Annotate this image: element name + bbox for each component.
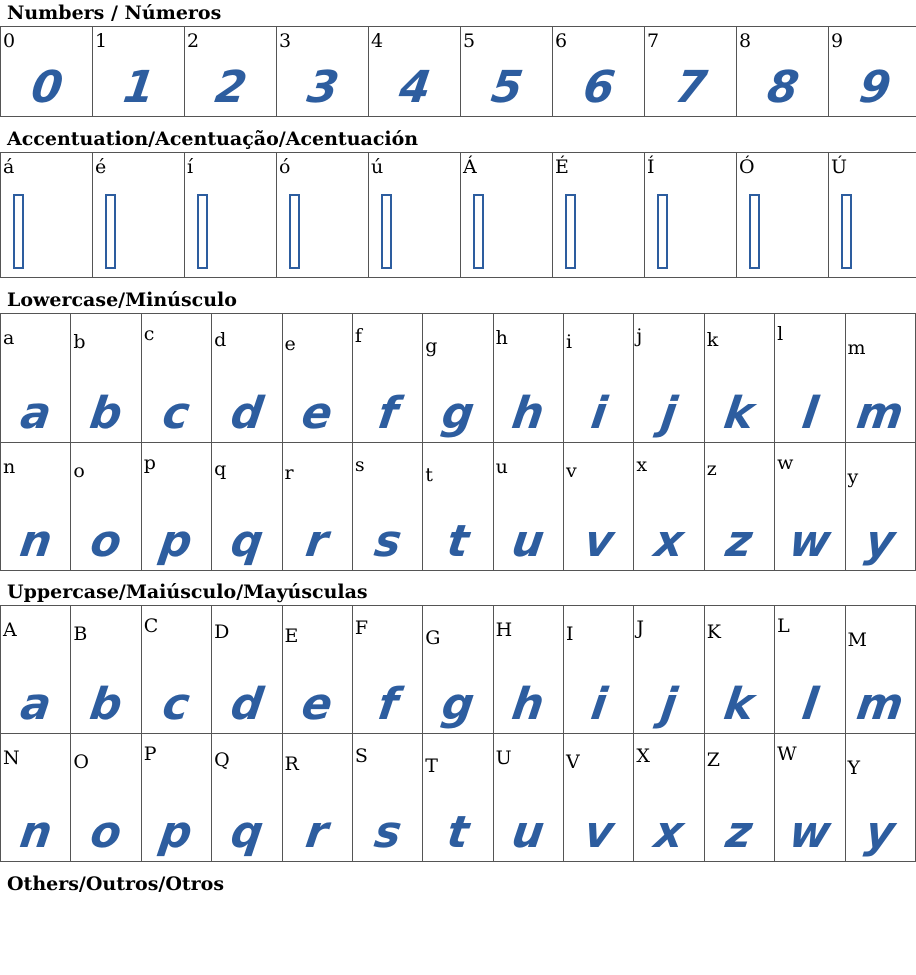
accents-row — [1, 153, 916, 278]
glyph-sample: l — [798, 387, 822, 439]
glyph-caption: 7 — [647, 30, 660, 52]
glyph-sample: g — [438, 387, 478, 439]
glyph-sample: q — [227, 807, 267, 858]
glyph-caption: M — [847, 629, 867, 651]
glyph-sample: 6 — [579, 62, 618, 113]
glyph-caption: l — [777, 323, 784, 345]
missing-glyph-box — [657, 194, 668, 269]
glyph-caption: á — [3, 156, 15, 178]
glyph-cell — [461, 153, 553, 278]
glyph-sample: p — [157, 807, 196, 858]
glyph-cell — [1, 153, 93, 278]
glyph-cell — [423, 442, 493, 571]
glyph-cell — [553, 27, 645, 117]
numbers-title: Numbers / Números — [7, 2, 222, 24]
glyph-sample: v — [580, 807, 617, 858]
glyph-cell — [1, 314, 71, 443]
glyph-sample: u — [509, 516, 548, 567]
glyph-cell — [775, 734, 845, 862]
uppercase-table — [0, 605, 916, 862]
glyph-caption: j — [636, 325, 643, 347]
glyph-sample: 8 — [763, 62, 802, 113]
glyph-caption: R — [284, 753, 299, 775]
glyph-cell — [423, 606, 493, 734]
glyph-cell — [212, 734, 282, 862]
glyph-sample: t — [443, 807, 473, 858]
glyph-caption: Ó — [739, 156, 755, 178]
glyph-sample: d — [227, 679, 267, 730]
glyph-sample: f — [374, 387, 401, 439]
missing-glyph-box — [105, 194, 116, 269]
glyph-sample: e — [298, 387, 336, 439]
glyph-cell — [704, 606, 774, 734]
glyph-caption: 4 — [371, 30, 384, 52]
glyph-cell — [1, 27, 93, 117]
glyph-sample: q — [227, 516, 267, 567]
glyph-caption: G — [425, 627, 441, 649]
glyph-caption: 3 — [279, 30, 292, 52]
glyph-sample: j — [658, 387, 681, 439]
glyph-cell — [493, 314, 563, 443]
glyph-caption: ú — [371, 156, 384, 178]
glyph-sample: b — [86, 679, 126, 730]
glyph-caption: d — [214, 329, 227, 351]
missing-glyph-box — [289, 194, 300, 269]
glyph-caption: Y — [847, 757, 861, 779]
glyph-sample: w — [785, 807, 834, 858]
missing-glyph-box — [841, 194, 852, 269]
glyph-cell — [212, 314, 282, 443]
glyph-sample: v — [580, 516, 617, 567]
glyph-caption: 1 — [95, 30, 108, 52]
glyph-cell — [71, 442, 141, 571]
glyph-sample: z — [723, 516, 756, 567]
glyph-sample: k — [721, 387, 758, 439]
glyph-cell — [704, 442, 774, 571]
glyph-sample: r — [302, 807, 332, 858]
glyph-cell — [141, 314, 211, 443]
others-title: Others/Outros/Otros — [7, 873, 225, 895]
glyph-cell — [704, 314, 774, 443]
glyph-sample: n — [16, 807, 56, 858]
glyph-sample: 9 — [855, 62, 894, 113]
glyph-cell — [185, 27, 277, 117]
glyph-cell — [645, 153, 737, 278]
glyph-sample: g — [438, 679, 478, 730]
glyph-caption: y — [847, 465, 859, 488]
glyph-cell — [493, 442, 563, 571]
glyph-cell — [737, 27, 829, 117]
glyph-cell — [634, 734, 704, 862]
glyph-sample: h — [509, 679, 548, 730]
numbers-row — [1, 27, 916, 117]
glyph-sample: d — [227, 387, 267, 439]
glyph-caption: 8 — [739, 30, 752, 52]
missing-glyph-box — [197, 194, 208, 269]
glyph-sample: c — [159, 387, 194, 439]
glyph-caption: r — [284, 461, 294, 484]
uppercase-row-1 — [1, 606, 916, 734]
numbers-table — [0, 26, 916, 117]
glyph-caption: 5 — [463, 30, 476, 52]
glyph-caption: C — [143, 615, 159, 637]
glyph-sample: h — [509, 387, 548, 439]
glyph-cell — [212, 606, 282, 734]
glyph-cell — [71, 734, 141, 862]
lowercase-row-2 — [1, 442, 916, 571]
glyph-sample: l — [798, 679, 822, 730]
glyph-caption: H — [495, 619, 513, 641]
missing-glyph-box — [381, 194, 392, 269]
glyph-cell — [423, 314, 493, 443]
glyph-caption: K — [706, 621, 721, 643]
glyph-caption: B — [73, 623, 88, 645]
glyph-caption: N — [3, 747, 20, 769]
glyph-caption: p — [143, 451, 156, 474]
glyph-cell — [829, 27, 916, 117]
glyph-sample: c — [159, 679, 194, 730]
glyph-caption: P — [143, 743, 157, 765]
glyph-caption: t — [425, 463, 433, 486]
glyph-caption: J — [636, 617, 644, 639]
glyph-sample: a — [17, 679, 55, 730]
glyph-cell — [352, 442, 422, 571]
glyph-cell — [553, 153, 645, 278]
glyph-cell — [564, 734, 634, 862]
glyph-caption: v — [566, 459, 577, 482]
glyph-sample: z — [723, 807, 756, 858]
glyph-caption: 9 — [831, 30, 844, 52]
glyph-caption: I — [566, 623, 574, 645]
glyph-cell — [141, 606, 211, 734]
glyph-caption: X — [636, 745, 650, 767]
uppercase-title: Uppercase/Maiúsculo/Mayúsculas — [7, 581, 368, 603]
glyph-sample: k — [721, 679, 758, 730]
glyph-cell — [212, 442, 282, 571]
glyph-caption: g — [425, 335, 438, 357]
glyph-sample: o — [87, 807, 125, 858]
glyph-cell — [352, 734, 422, 862]
glyph-caption: Ú — [831, 156, 848, 178]
glyph-caption: L — [777, 615, 790, 637]
glyph-sample: b — [86, 387, 126, 439]
glyph-caption: T — [425, 755, 438, 777]
glyph-caption: n — [3, 455, 16, 478]
glyph-sample: y — [862, 516, 899, 567]
glyph-sample: 4 — [395, 62, 434, 113]
glyph-caption: D — [214, 621, 230, 643]
glyph-cell — [829, 153, 916, 278]
missing-glyph-box — [565, 194, 576, 269]
glyph-cell — [845, 606, 916, 734]
glyph-caption: c — [143, 323, 155, 345]
glyph-cell — [564, 606, 634, 734]
glyph-caption: f — [354, 325, 362, 347]
glyph-sample: 5 — [487, 62, 526, 113]
glyph-sample: s — [370, 516, 405, 567]
glyph-caption: Q — [214, 749, 230, 771]
missing-glyph-box — [13, 194, 24, 269]
glyph-caption: É — [555, 156, 569, 178]
glyph-cell — [352, 606, 422, 734]
lowercase-title: Lowercase/Minúsculo — [7, 289, 237, 311]
lowercase-table — [0, 313, 916, 571]
glyph-sample: 3 — [303, 62, 342, 113]
glyph-caption: O — [73, 751, 89, 773]
glyph-cell — [845, 314, 916, 443]
glyph-sample: y — [862, 807, 899, 858]
glyph-caption: F — [354, 617, 369, 639]
glyph-sample: 2 — [211, 62, 250, 113]
glyph-cell — [185, 153, 277, 278]
glyph-cell — [277, 27, 369, 117]
glyph-caption: U — [495, 747, 512, 769]
glyph-caption: b — [73, 331, 86, 353]
glyph-cell — [564, 314, 634, 443]
glyph-cell — [141, 734, 211, 862]
glyph-sample: j — [658, 679, 681, 730]
glyph-cell — [737, 153, 829, 278]
glyph-caption: 2 — [187, 30, 200, 52]
glyph-sample: 0 — [27, 62, 66, 113]
glyph-cell — [282, 442, 352, 571]
glyph-sample: e — [298, 679, 336, 730]
glyph-caption: S — [354, 745, 368, 767]
glyph-caption: í — [187, 156, 194, 178]
glyph-sample: o — [87, 516, 125, 567]
glyph-cell — [71, 314, 141, 443]
glyph-sample: i — [587, 387, 610, 439]
glyph-caption: u — [495, 455, 508, 478]
glyph-cell — [775, 314, 845, 443]
glyph-cell — [282, 734, 352, 862]
glyph-cell — [1, 734, 71, 862]
glyph-cell — [1, 606, 71, 734]
glyph-caption: V — [566, 751, 580, 773]
glyph-caption: 0 — [3, 30, 16, 52]
glyph-cell — [282, 314, 352, 443]
glyph-cell — [845, 442, 916, 571]
glyph-caption: x — [636, 453, 648, 476]
glyph-caption: m — [847, 337, 866, 359]
glyph-caption: W — [777, 743, 797, 765]
glyph-cell — [634, 606, 704, 734]
glyph-cell — [277, 153, 369, 278]
glyph-caption: e — [284, 333, 296, 355]
glyph-caption: k — [706, 329, 719, 351]
glyph-sample: x — [651, 516, 687, 567]
glyph-cell — [1, 442, 71, 571]
glyph-cell — [423, 734, 493, 862]
glyph-sample: i — [587, 679, 610, 730]
glyph-sample: f — [374, 679, 401, 730]
glyph-caption: Í — [647, 156, 655, 178]
glyph-cell — [634, 314, 704, 443]
glyph-cell — [71, 606, 141, 734]
glyph-cell — [845, 734, 916, 862]
glyph-caption: s — [354, 453, 365, 476]
glyph-sample: w — [785, 516, 834, 567]
glyph-cell — [775, 606, 845, 734]
glyph-cell — [645, 27, 737, 117]
glyph-caption: w — [777, 451, 794, 474]
glyph-sample: x — [651, 807, 687, 858]
glyph-caption: z — [706, 457, 717, 480]
glyph-caption: a — [3, 327, 15, 349]
glyph-cell — [93, 27, 185, 117]
glyph-cell — [352, 314, 422, 443]
glyph-sample: m — [853, 679, 907, 730]
uppercase-row-2 — [1, 734, 916, 862]
glyph-cell — [493, 734, 563, 862]
glyph-caption: o — [73, 459, 85, 482]
glyph-cell — [461, 27, 553, 117]
glyph-cell — [141, 442, 211, 571]
glyph-sample: a — [17, 387, 55, 439]
glyph-cell — [564, 442, 634, 571]
glyph-caption: é — [95, 156, 107, 178]
glyph-cell — [704, 734, 774, 862]
glyph-sample: m — [853, 387, 907, 439]
glyph-sample: r — [302, 516, 332, 567]
glyph-cell — [775, 442, 845, 571]
glyph-caption: q — [214, 457, 227, 480]
glyph-sample: s — [370, 807, 405, 858]
glyph-cell — [282, 606, 352, 734]
glyph-cell — [369, 153, 461, 278]
missing-glyph-box — [749, 194, 760, 269]
glyph-sample: 7 — [671, 62, 710, 113]
glyph-cell — [493, 606, 563, 734]
glyph-caption: A — [3, 619, 17, 641]
glyph-caption: i — [566, 331, 573, 353]
accents-table — [0, 152, 916, 278]
glyph-caption: E — [284, 625, 299, 647]
accents-title: Accentuation/Acentuação/Acentuación — [7, 128, 419, 150]
glyph-sample: 1 — [119, 62, 158, 113]
glyph-sample: n — [16, 516, 56, 567]
glyph-caption: Á — [463, 156, 477, 178]
glyph-caption: ó — [279, 156, 291, 178]
glyph-sample: p — [157, 516, 196, 567]
glyph-cell — [93, 153, 185, 278]
lowercase-row-1 — [1, 314, 916, 443]
glyph-caption: 6 — [555, 30, 568, 52]
glyph-sample: u — [509, 807, 548, 858]
glyph-caption: Z — [706, 749, 720, 771]
glyph-caption: h — [495, 327, 508, 349]
missing-glyph-box — [473, 194, 484, 269]
glyph-sample: t — [443, 516, 473, 567]
glyph-cell — [369, 27, 461, 117]
glyph-cell — [634, 442, 704, 571]
